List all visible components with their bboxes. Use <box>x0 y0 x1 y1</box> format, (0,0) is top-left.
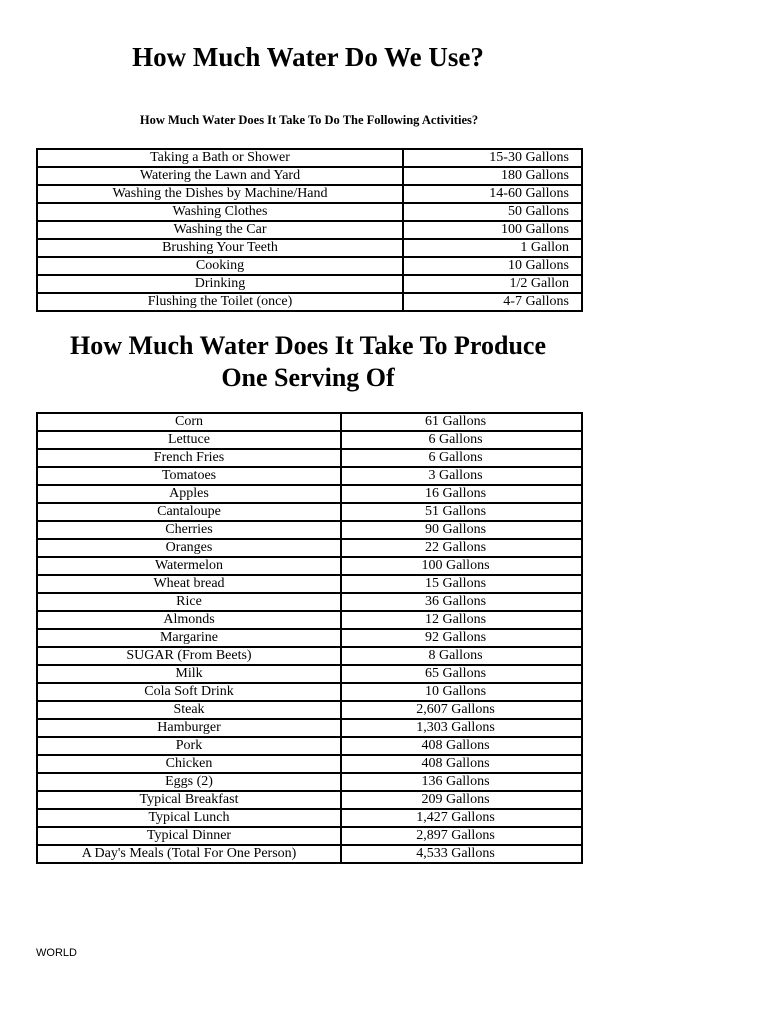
food-row-label: Cherries <box>37 521 341 539</box>
activity-row-amount: 1 Gallon <box>403 239 582 257</box>
food-row-label: Lettuce <box>37 431 341 449</box>
activity-row <box>37 239 582 257</box>
food-row-label: Chicken <box>37 755 341 773</box>
food-row-label: Apples <box>37 485 341 503</box>
activity-row-amount: 180 Gallons <box>403 167 582 185</box>
food-row <box>37 773 582 791</box>
food-row <box>37 431 582 449</box>
activity-row-label: Washing the Car <box>37 221 403 239</box>
activity-row <box>37 185 582 203</box>
food-row <box>37 413 582 431</box>
food-row-amount: 408 Gallons <box>341 737 582 755</box>
food-heading-line2: One Serving Of <box>221 363 395 392</box>
food-row-label: Eggs (2) <box>37 773 341 791</box>
activity-row <box>37 149 582 167</box>
food-row-amount: 1,303 Gallons <box>341 719 582 737</box>
food-row-label: Corn <box>37 413 341 431</box>
food-row-amount: 136 Gallons <box>341 773 582 791</box>
food-row-amount: 16 Gallons <box>341 485 582 503</box>
food-row <box>37 719 582 737</box>
activities-table <box>36 148 583 312</box>
food-row-label: Cantaloupe <box>37 503 341 521</box>
food-row-amount: 90 Gallons <box>341 521 582 539</box>
food-row-label: French Fries <box>37 449 341 467</box>
food-row-amount: 100 Gallons <box>341 557 582 575</box>
activity-row <box>37 293 582 311</box>
food-row <box>37 845 582 863</box>
activities-table-body <box>37 149 582 311</box>
activity-row-label: Washing the Dishes by Machine/Hand <box>37 185 403 203</box>
activity-row-label: Brushing Your Teeth <box>37 239 403 257</box>
food-row-amount: 51 Gallons <box>341 503 582 521</box>
activity-row-label: Flushing the Toilet (once) <box>37 293 403 311</box>
food-row <box>37 593 582 611</box>
food-row-amount: 6 Gallons <box>341 449 582 467</box>
food-row-amount: 22 Gallons <box>341 539 582 557</box>
food-row-label: Rice <box>37 593 341 611</box>
activity-row <box>37 203 582 221</box>
food-row-amount: 15 Gallons <box>341 575 582 593</box>
food-row-label: Typical Lunch <box>37 809 341 827</box>
food-row-amount: 6 Gallons <box>341 431 582 449</box>
food-row-amount: 65 Gallons <box>341 665 582 683</box>
page-title: How Much Water Do We Use? <box>132 42 484 72</box>
foods-table-body <box>37 413 582 863</box>
food-row-amount: 2,897 Gallons <box>341 827 582 845</box>
food-row <box>37 503 582 521</box>
activity-row-label: Cooking <box>37 257 403 275</box>
activity-row-amount: 4-7 Gallons <box>403 293 582 311</box>
food-row-amount: 36 Gallons <box>341 593 582 611</box>
food-row <box>37 755 582 773</box>
activity-row-amount: 14-60 Gallons <box>403 185 582 203</box>
activity-row-label: Drinking <box>37 275 403 293</box>
food-row-amount: 8 Gallons <box>341 647 582 665</box>
food-row-amount: 4,533 Gallons <box>341 845 582 863</box>
food-row <box>37 827 582 845</box>
food-row-amount: 61 Gallons <box>341 413 582 431</box>
activity-row-amount: 50 Gallons <box>403 203 582 221</box>
activity-row-amount: 10 Gallons <box>403 257 582 275</box>
food-row <box>37 665 582 683</box>
food-row <box>37 449 582 467</box>
food-row <box>37 539 582 557</box>
food-row-label: Cola Soft Drink <box>37 683 341 701</box>
activity-row-amount: 15-30 Gallons <box>403 149 582 167</box>
food-row <box>37 521 582 539</box>
activity-row-label: Taking a Bath or Shower <box>37 149 403 167</box>
activity-row <box>37 275 582 293</box>
food-row-label: Tomatoes <box>37 467 341 485</box>
food-row <box>37 611 582 629</box>
activity-row-label: Watering the Lawn and Yard <box>37 167 403 185</box>
food-row-label: Milk <box>37 665 341 683</box>
activity-row <box>37 221 582 239</box>
food-row-amount: 10 Gallons <box>341 683 582 701</box>
food-row-label: Oranges <box>37 539 341 557</box>
food-row-label: Wheat bread <box>37 575 341 593</box>
foods-table <box>36 412 583 864</box>
food-row <box>37 467 582 485</box>
food-row-label: Almonds <box>37 611 341 629</box>
food-row-amount: 408 Gallons <box>341 755 582 773</box>
food-row-label: Hamburger <box>37 719 341 737</box>
food-row <box>37 557 582 575</box>
food-row-label: SUGAR (From Beets) <box>37 647 341 665</box>
food-row-amount: 92 Gallons <box>341 629 582 647</box>
activities-subtitle: How Much Water Does It Take To Do The Following Activities? <box>139 113 479 127</box>
activity-row <box>37 167 582 185</box>
food-row <box>37 683 582 701</box>
food-row-amount: 3 Gallons <box>341 467 582 485</box>
food-heading <box>0 330 616 394</box>
food-row <box>37 647 582 665</box>
food-row-amount: 2,607 Gallons <box>341 701 582 719</box>
food-row-label: A Day's Meals (Total For One Person) <box>37 845 341 863</box>
food-row <box>37 809 582 827</box>
food-row <box>37 737 582 755</box>
footer-text: WORLD <box>36 947 77 959</box>
food-row-label: Watermelon <box>37 557 341 575</box>
food-row-amount: 209 Gallons <box>341 791 582 809</box>
food-row <box>37 485 582 503</box>
food-row-label: Typical Dinner <box>37 827 341 845</box>
food-row-amount: 12 Gallons <box>341 611 582 629</box>
activity-row-amount: 100 Gallons <box>403 221 582 239</box>
food-row-label: Typical Breakfast <box>37 791 341 809</box>
activity-row-label: Washing Clothes <box>37 203 403 221</box>
food-heading-line1: How Much Water Does It Take To Produce <box>70 331 546 360</box>
food-row-amount: 1,427 Gallons <box>341 809 582 827</box>
food-row-label: Margarine <box>37 629 341 647</box>
food-row <box>37 791 582 809</box>
activity-row <box>37 257 582 275</box>
food-row <box>37 629 582 647</box>
food-row <box>37 701 582 719</box>
activity-row-amount: 1/2 Gallon <box>403 275 582 293</box>
food-row-label: Steak <box>37 701 341 719</box>
food-row <box>37 575 582 593</box>
food-row-label: Pork <box>37 737 341 755</box>
